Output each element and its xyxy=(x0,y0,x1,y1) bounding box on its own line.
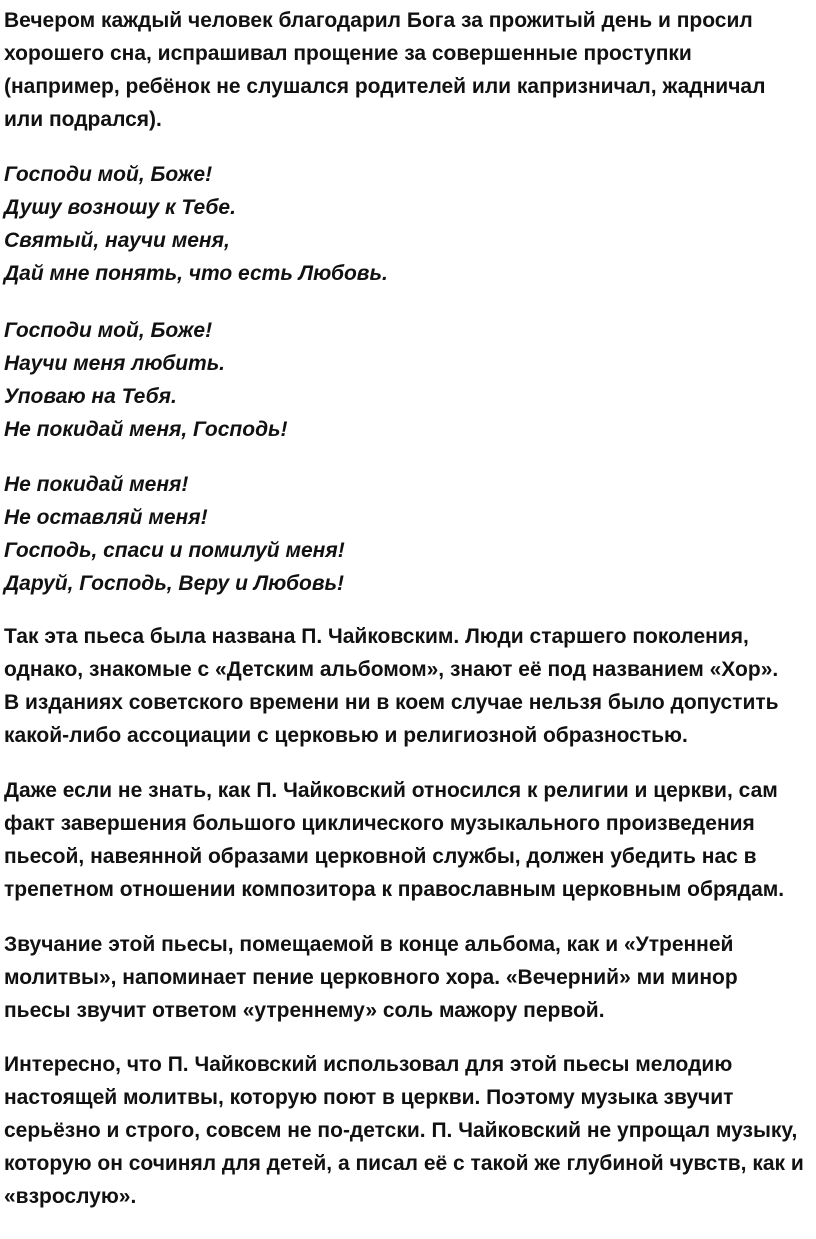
text-line: трепетном отношении композитора к православным церковным обрядам. xyxy=(4,878,785,901)
verse-line: Не оставляй меня! xyxy=(4,506,208,529)
text-line: факт завершения большого циклического музыкального произведения xyxy=(4,812,755,835)
verse-line: Даруй, Господь, Веру и Любовь! xyxy=(4,572,345,595)
text-line: хорошего сна, испрашивал прощение за совершенные проступки xyxy=(4,42,692,65)
text-line: или подрался). xyxy=(4,108,162,131)
body-paragraph-4 xyxy=(4,1048,812,1213)
verse-line: Господи мой, Боже! xyxy=(4,163,213,186)
text-line: пьесой, навеянной образами церковной службы, должен убедить нас в xyxy=(4,845,757,868)
text-line: однако, знакомые с «Детским альбомом», знают её под названием «Хор». xyxy=(4,658,779,681)
text-line: Даже если не знать, как П. Чайковский относился к религии и церкви, сам xyxy=(4,779,778,802)
text-line: Звучание этой пьесы, помещаемой в конце альбома, как и «Утренней xyxy=(4,933,734,956)
prayer-verse-1 xyxy=(4,158,812,290)
text-line: молитвы», напоминает пение церковного хора. «Вечерний» ми минор xyxy=(4,966,738,989)
verse-line: Дай мне понять, что есть Любовь. xyxy=(4,262,388,285)
verse-line: Не покидай меня, Господь! xyxy=(4,418,288,441)
text-line: Интересно, что П. Чайковский использовал для этой пьесы мелодию xyxy=(4,1053,733,1076)
text-line: В изданиях советского времени ни в коем случае нельзя было допустить xyxy=(4,691,779,714)
text-line: серьёзно и строго, совсем не по-детски. П. Чайковский не упрощал музыку, xyxy=(4,1119,798,1142)
verse-line: Святый, научи меня, xyxy=(4,229,230,252)
prayer-verse-2 xyxy=(4,314,812,446)
text-line: какой-либо ассоциации с церковью и религиозной образностью. xyxy=(4,724,688,747)
body-paragraph-1 xyxy=(4,620,812,752)
verse-line: Господи мой, Боже! xyxy=(4,319,213,342)
intro-paragraph xyxy=(4,4,812,136)
text-line: которую он сочинял для детей, а писал её с такой же глубиной чувств, как и xyxy=(4,1152,804,1175)
text-line: «взрослую». xyxy=(4,1185,137,1208)
verse-line: Душу возношу к Тебе. xyxy=(4,196,236,219)
text-line: настоящей молитвы, которую поют в церкви. Поэтому музыка звучит xyxy=(4,1086,734,1109)
verse-line: Научи меня любить. xyxy=(4,352,226,375)
text-line: Так эта пьеса была названа П. Чайковским. Люди старшего поколения, xyxy=(4,625,749,648)
text-line: пьесы звучит ответом «утреннему» соль мажору первой. xyxy=(4,999,605,1022)
body-paragraph-3 xyxy=(4,928,812,1027)
verse-line: Не покидай меня! xyxy=(4,473,189,496)
body-paragraph-2 xyxy=(4,774,812,906)
text-line: Вечером каждый человек благодарил Бога за прожитый день и просил xyxy=(4,9,753,32)
text-line: (например, ребёнок не слушался родителей или капризничал, жадничал xyxy=(4,75,766,98)
verse-line: Уповаю на Тебя. xyxy=(4,385,177,408)
verse-line: Господь, спаси и помилуй меня! xyxy=(4,539,345,562)
prayer-verse-3 xyxy=(4,468,812,600)
